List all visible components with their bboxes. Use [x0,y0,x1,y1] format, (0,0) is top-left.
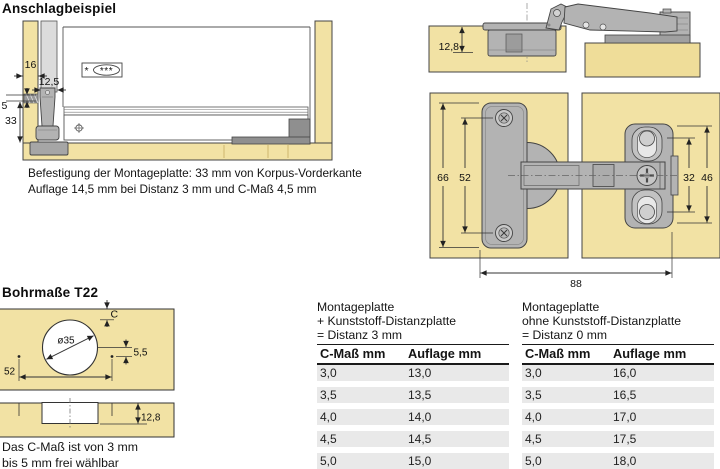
cell-c-mass: 3,0 [320,365,337,380]
hinge-front-view [430,93,720,290]
table1 [317,344,509,469]
cell-auflage: 14,0 [408,409,432,424]
cell-auflage: 15,0 [408,453,432,468]
flange-screw-bottom [496,225,513,242]
column-header-auflage: Auflage mm [408,346,482,361]
anschlag-drawing [0,18,345,164]
cell-auflage: 13,0 [408,365,432,380]
svg-text:66: 66 [437,172,449,184]
svg-text:52: 52 [459,172,471,184]
svg-text:5: 5 [1,100,8,112]
table-distanz-3mm [317,300,509,469]
bohrmasse-heading: Bohrmaße T22 [2,285,99,300]
cell-c-mass: 4,0 [320,409,337,424]
cell-auflage: 14,5 [408,431,432,446]
cabinet-bottom-panel [23,143,332,160]
table2 [522,344,714,469]
table2-title-line1: Montageplatte [522,300,600,314]
cabinet-left-side-panel [23,21,38,143]
cell-c-mass: 4,5 [320,431,337,446]
table-row [317,431,509,453]
table1-header [317,345,509,365]
cabinet-panel-section [585,43,700,77]
table2-title-line2: ohne Kunststoff-Distanzplatte [522,314,681,328]
table-row [522,431,714,453]
svg-text:C: C [110,308,119,321]
svg-text:ø35: ø35 [57,335,75,347]
svg-text:12,5: 12,5 [38,76,60,88]
column-header-c-mass: C-Maß mm [320,346,386,361]
table-row [317,409,509,431]
cell-auflage: 17,5 [613,431,637,446]
cell-c-mass: 4,0 [525,409,542,424]
pilot-hole-right [111,355,114,358]
table-row [522,453,714,469]
product-label [82,63,122,77]
svg-text:88: 88 [570,278,582,290]
cell-c-mass: 3,0 [525,365,542,380]
table2-title-line3: = Distanz 0 mm [522,328,607,342]
svg-text:5,5: 5,5 [133,347,148,359]
anschlagbeispiel-heading: Anschlagbeispiel [2,1,117,16]
hinge-views-drawing [415,0,720,293]
table1-title-line1: Montageplatte [317,300,395,314]
hinge-side-view [429,3,700,77]
svg-text:52: 52 [4,366,16,378]
label-star-text: * [84,65,89,77]
table-row [522,365,714,387]
cell-c-mass: 3,5 [525,387,542,402]
table2-header [522,345,714,365]
cell-c-mass: 4,5 [525,431,542,446]
anschlag-caption [28,165,362,197]
cell-auflage: 18,0 [613,453,637,468]
svg-text:16: 16 [24,59,37,71]
svg-text:12,8: 12,8 [438,41,459,53]
pilot-hole-left [18,355,21,358]
table-row [317,387,509,409]
svg-text:46: 46 [701,172,713,184]
bohrmasse-caption-line2: bis 5 mm frei wählbar [2,455,119,469]
bohrmasse-drawing [0,296,182,440]
table-row [522,409,714,431]
bohrmasse-caption-line1: Das C-Maß ist von 3 mm [2,440,138,454]
column-header-auflage: Auflage mm [613,346,687,361]
anschlag-caption-line2: Auflage 14,5 mm bei Distanz 3 mm und C-Maß 4,5 mm [28,182,317,196]
column-header-c-mass: C-Maß mm [525,346,591,361]
cell-auflage: 13,5 [408,387,432,402]
mounting-plate-block [30,142,68,155]
anschlag-caption-line1: Befestigung der Montageplatte: 33 mm von Korpus-Vorderkante [28,166,362,180]
cell-auflage: 16,5 [613,387,637,402]
label-stars-text: *** [99,66,114,77]
svg-text:33: 33 [5,115,17,127]
cabinet-right-side-panel [315,21,332,143]
table-row [317,365,509,387]
flange-screw-top [496,110,513,127]
cell-c-mass: 5,0 [320,453,337,468]
cell-auflage: 16,0 [613,365,637,380]
svg-text:12,8: 12,8 [141,412,161,424]
table-distanz-0mm [522,300,714,469]
bohrmasse-caption [2,440,138,469]
table-row [522,387,714,409]
table1-title-line3: = Distanz 3 mm [317,328,402,342]
table-row [317,453,509,469]
cell-c-mass: 5,0 [525,453,542,468]
table1-title-line2: + Kunststoff-Distanzplatte [317,314,456,328]
cell-auflage: 17,0 [613,409,637,424]
svg-text:32: 32 [683,172,695,184]
drawer-front-rail [64,107,308,140]
cell-c-mass: 3,5 [320,387,337,402]
